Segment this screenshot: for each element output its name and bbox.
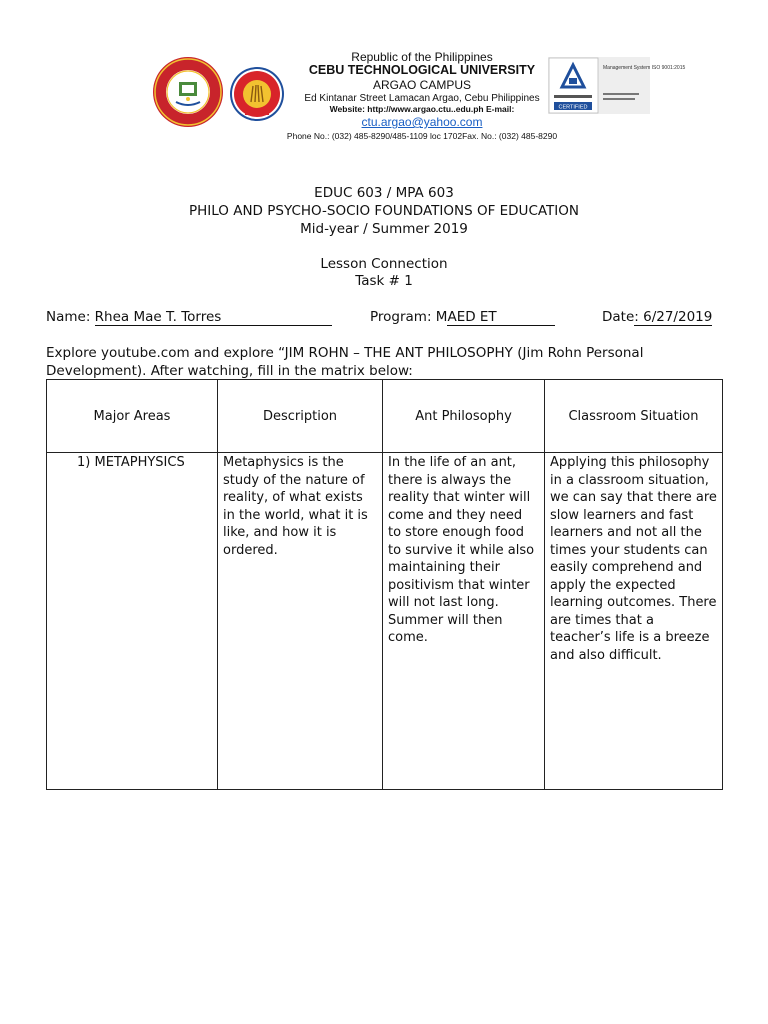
program-label: Program: M	[370, 309, 448, 325]
email-link[interactable]: ctu.argao@yahoo.com	[361, 115, 483, 129]
header-classroom-situation: Classroom Situation	[545, 380, 723, 453]
date-label: Date	[602, 309, 635, 325]
table-row	[47, 453, 723, 790]
name-value: Rhea Mae T. Torres	[95, 309, 332, 326]
cell-description: Metaphysics is the study of the nature of reality, of what exists in the world, what it is like, and how it is ordered.	[218, 453, 383, 790]
phone-line: Phone No.: (032) 485-8290/485-1109 loc 1702Fax. No.: (032) 485-8290	[286, 131, 558, 141]
cert-text: Management System ISO 9001:2015	[603, 65, 686, 71]
campus-name: ARGAO CAMPUS	[372, 78, 471, 92]
course-term: Mid-year / Summer 2019	[300, 221, 468, 237]
program-value: AED ET	[447, 309, 555, 326]
republic-line: Republic of the Philippines	[351, 50, 493, 64]
cell-ant-philosophy: In the life of an ant, there is always the reality that winter will come and they need to store enough food to survive it while also maintaining their positivism that winter will not last long. Summer will then come.	[383, 453, 545, 790]
header-description: Description	[218, 380, 383, 453]
philosophy-matrix	[46, 379, 723, 790]
cert-label: CERTIFIED	[558, 104, 588, 111]
instruction-text: Explore youtube.com and explore “JIM ROHN – THE ANT PHILOSOPHY (Jim Rohn Personal Development). After watching, fill in the matrix below:	[46, 345, 644, 379]
date-field	[602, 309, 712, 326]
header-ant-philosophy: Ant Philosophy	[383, 380, 545, 453]
program-field	[370, 309, 555, 326]
matrix-header-row	[47, 380, 723, 453]
course-title: PHILO AND PSYCHO-SOCIO FOUNDATIONS OF EDUCATION	[188, 203, 580, 219]
task-number: Task # 1	[355, 273, 413, 289]
course-code: EDUC 603 / MPA 603	[314, 185, 454, 201]
university-seal-icon	[152, 56, 224, 128]
university-name: CEBU TECHNOLOGICAL UNIVERSITY	[308, 63, 536, 77]
website-line: Website: http://www.argao.ctu..edu.ph E-mail:	[329, 104, 515, 114]
name-field	[46, 309, 332, 326]
header-major-areas: Major Areas	[47, 380, 218, 453]
address-line: Ed Kintanar Street Lamacan Argao, Cebu Philippines	[304, 93, 540, 104]
task-heading: Lesson Connection	[320, 256, 448, 272]
cell-major-area: 1) METAPHYSICS	[47, 453, 218, 790]
date-value: : 6/27/2019	[634, 309, 713, 325]
name-label: Name:	[46, 309, 95, 325]
cell-classroom-situation: Applying this philosophy in a classroom situation, we can say that there are slow learners and fast learners and not all the times your students can easily comprehend and apply the expected learning outcomes. There are times that a teacher’s life is a breeze and also difficult.	[545, 453, 723, 790]
